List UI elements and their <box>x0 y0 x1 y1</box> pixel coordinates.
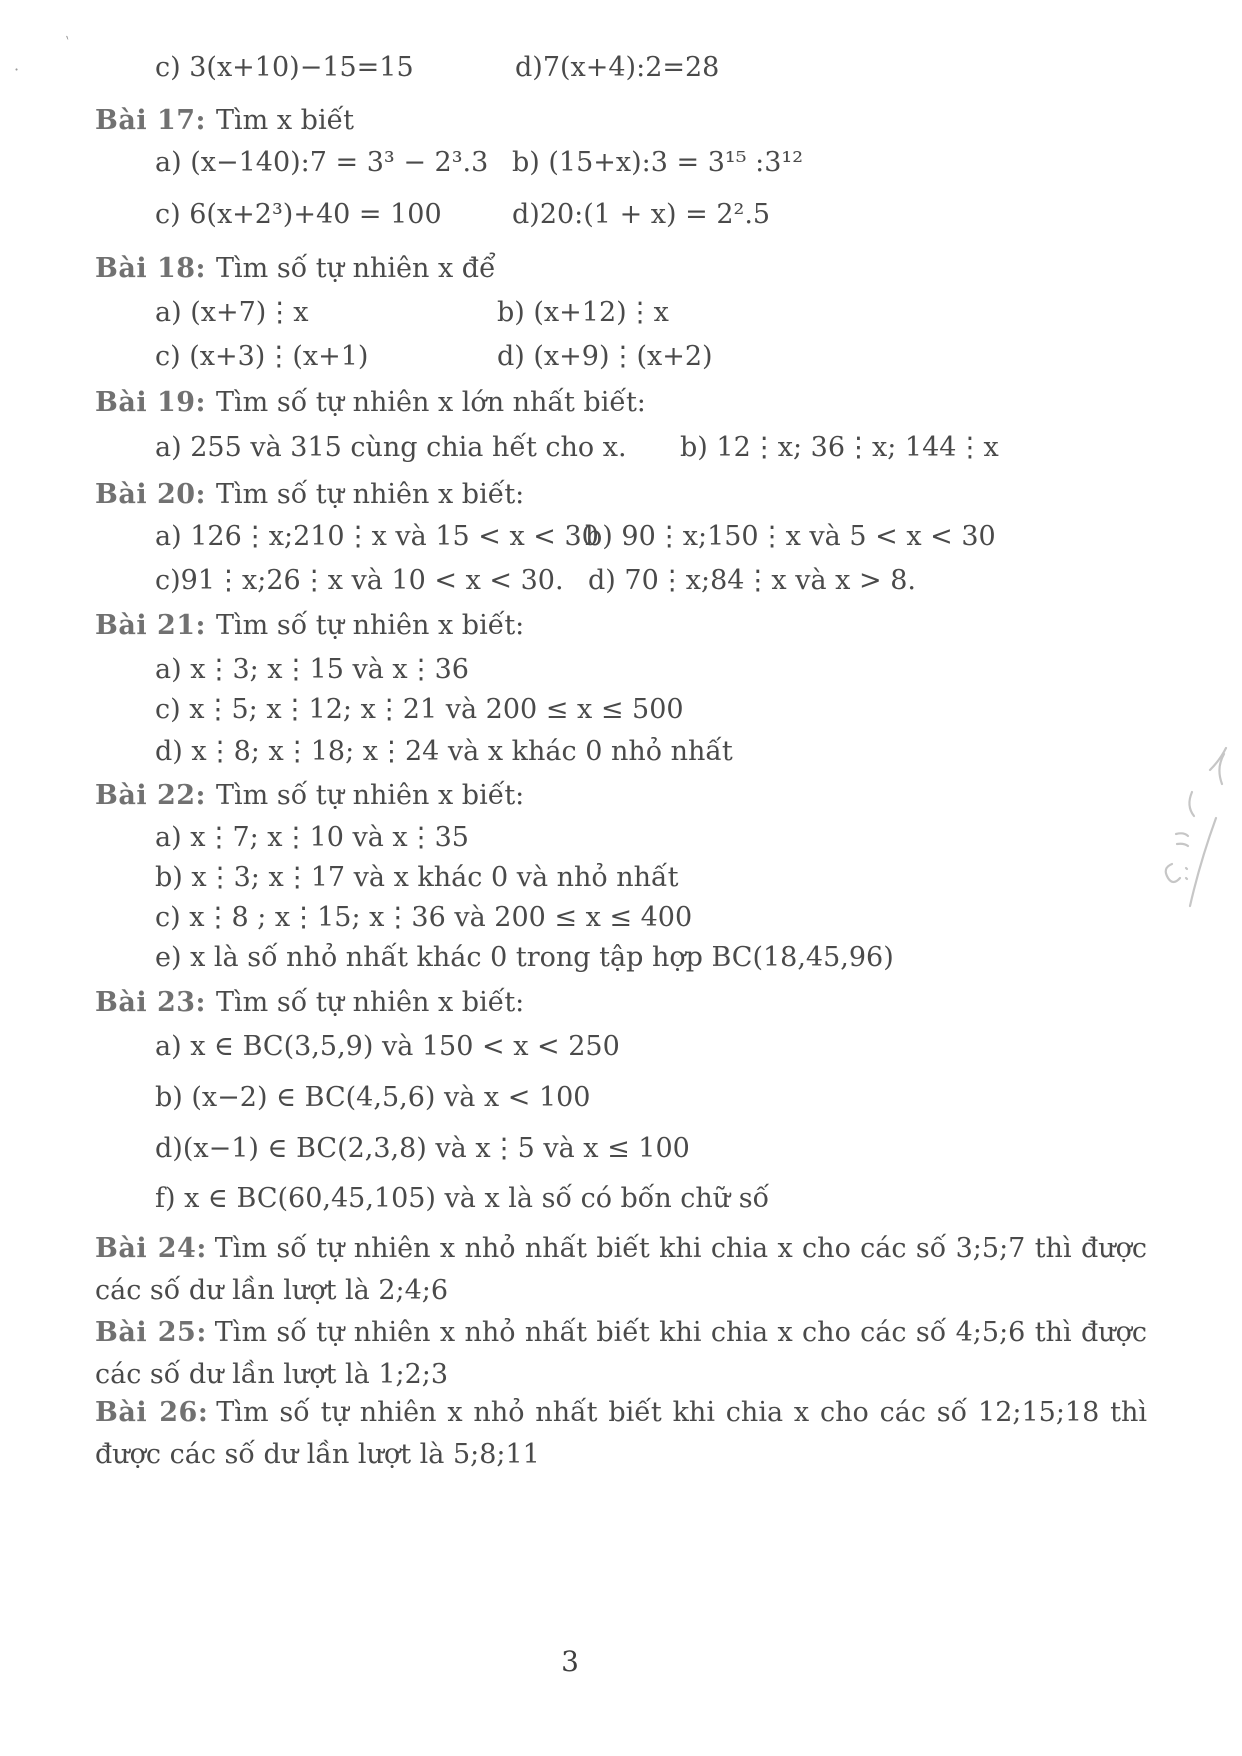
exercise-21-item-a: a) x⋮3; x⋮15 và x⋮36 <box>155 654 469 685</box>
exercise-23-title: Tìm số tự nhiên x biết: <box>216 987 525 1018</box>
exercise-18-item-c: c) (x+3)⋮(x+1) <box>155 341 369 372</box>
exercise-24-label: Bài 24: <box>95 1233 207 1264</box>
exercise-16-item-d: d)7(x+4):2=28 <box>515 52 720 83</box>
exercise-24-text: Tìm số tự nhiên x nhỏ nhất biết khi chia x cho các số 3;5;7 thì được các số dư lần lượt là 2;4;6 <box>95 1233 1147 1306</box>
exercise-23-item-a: a) x ∈ BC(3,5,9) và 150 < x < 250 <box>155 1031 620 1062</box>
exercise-20-item-b: b) 90⋮x;150⋮x và 5 < x < 30 <box>585 521 996 552</box>
exercise-21-item-c: c) x⋮5; x⋮12; x⋮21 và 200 ≤ x ≤ 500 <box>155 694 684 725</box>
exercise-23-label: Bài 23: <box>95 987 207 1018</box>
exercise-22-label: Bài 22: <box>95 780 207 811</box>
exercise-19-title: Tìm số tự nhiên x lớn nhất biết: <box>216 387 646 418</box>
page-number: 3 <box>561 1645 579 1678</box>
exercise-23-item-b: b) (x−2) ∈ BC(4,5,6) và x < 100 <box>155 1082 591 1113</box>
exercise-17-item-b: b) (15+x):3 = 3¹⁵ :3¹² <box>512 147 804 178</box>
exercise-24-paragraph <box>95 1228 1147 1312</box>
exercise-20-label: Bài 20: <box>95 479 207 510</box>
exercise-21-label: Bài 21: <box>95 610 207 641</box>
exercise-23-item-d: d)(x−1) ∈ BC(2,3,8) và x⋮5 và x ≤ 100 <box>155 1133 690 1164</box>
exercise-26-text: Tìm số tự nhiên x nhỏ nhất biết khi chia x cho các số 12;15;18 thì được các số dư lần lượt là 5;8;11 <box>95 1397 1148 1470</box>
exercise-16-item-c: c) 3(x+10)−15=15 <box>155 52 414 83</box>
margin-handwriting-mark <box>1146 718 1242 918</box>
scan-speck: ` <box>58 33 74 54</box>
exercise-18-title: Tìm số tự nhiên x để <box>216 253 496 284</box>
exercise-26-label: Bài 26: <box>95 1397 209 1428</box>
exercise-22-item-b: b) x⋮3; x⋮17 và x khác 0 và nhỏ nhất <box>155 862 679 893</box>
exercise-17-label: Bài 17: <box>95 105 207 136</box>
exercise-22-item-a: a) x⋮7; x⋮10 và x⋮35 <box>155 822 469 853</box>
exercise-18-item-b: b) (x+12)⋮x <box>497 297 669 328</box>
exercise-25-text: Tìm số tự nhiên x nhỏ nhất biết khi chia x cho các số 4;5;6 thì được các số dư lần lượt là 1;2;3 <box>95 1317 1147 1390</box>
exercise-19-label: Bài 19: <box>95 387 207 418</box>
exercise-23-heading <box>95 987 524 1018</box>
exercise-22-title: Tìm số tự nhiên x biết: <box>216 780 525 811</box>
exercise-18-item-a: a) (x+7)⋮x <box>155 297 309 328</box>
exercise-19-item-a: a) 255 và 315 cùng chia hết cho x. <box>155 432 627 463</box>
exercise-20-item-a: a) 126⋮x;210⋮x và 15 < x < 30 <box>155 521 599 552</box>
exercise-25-paragraph <box>95 1312 1147 1396</box>
exercise-17-title: Tìm x biết <box>216 105 355 136</box>
exercise-21-item-d: d) x⋮8; x⋮18; x⋮24 và x khác 0 nhỏ nhất <box>155 736 733 767</box>
scan-speck: · <box>14 60 20 79</box>
exercise-20-title: Tìm số tự nhiên x biết: <box>216 479 525 510</box>
exercise-19-heading <box>95 387 646 418</box>
exercise-20-heading <box>95 479 524 510</box>
exercise-23-item-f: f) x ∈ BC(60,45,105) và x là số có bốn chữ số <box>155 1183 770 1214</box>
exercise-18-item-d: d) (x+9)⋮(x+2) <box>497 341 713 372</box>
exercise-18-label: Bài 18: <box>95 253 207 284</box>
exercise-22-item-c: c) x⋮8 ; x⋮15; x⋮36 và 200 ≤ x ≤ 400 <box>155 902 693 933</box>
exercise-19-item-b: b) 12⋮x; 36⋮x; 144⋮x <box>680 432 999 463</box>
exercise-22-heading <box>95 780 524 811</box>
exercise-20-item-d: d) 70⋮x;84⋮x và x > 8. <box>588 565 916 596</box>
exercise-17-item-a: a) (x−140):7 = 3³ − 2³.3 <box>155 147 489 178</box>
exercise-21-title: Tìm số tự nhiên x biết: <box>216 610 525 641</box>
exercise-20-item-c: c)91⋮x;26⋮x và 10 < x < 30. <box>155 565 564 596</box>
exercise-18-heading <box>95 253 496 284</box>
exercise-17-item-d: d)20:(1 + x) = 2².5 <box>512 199 771 230</box>
exercise-25-label: Bài 25: <box>95 1317 207 1348</box>
exercise-22-item-e: e) x là số nhỏ nhất khác 0 trong tập hợp BC(18,45,96) <box>155 942 894 973</box>
exercise-26-paragraph <box>95 1392 1147 1476</box>
exercise-17-heading <box>95 105 354 136</box>
exercise-17-item-c: c) 6(x+2³)+40 = 100 <box>155 199 442 230</box>
exercise-21-heading <box>95 610 524 641</box>
